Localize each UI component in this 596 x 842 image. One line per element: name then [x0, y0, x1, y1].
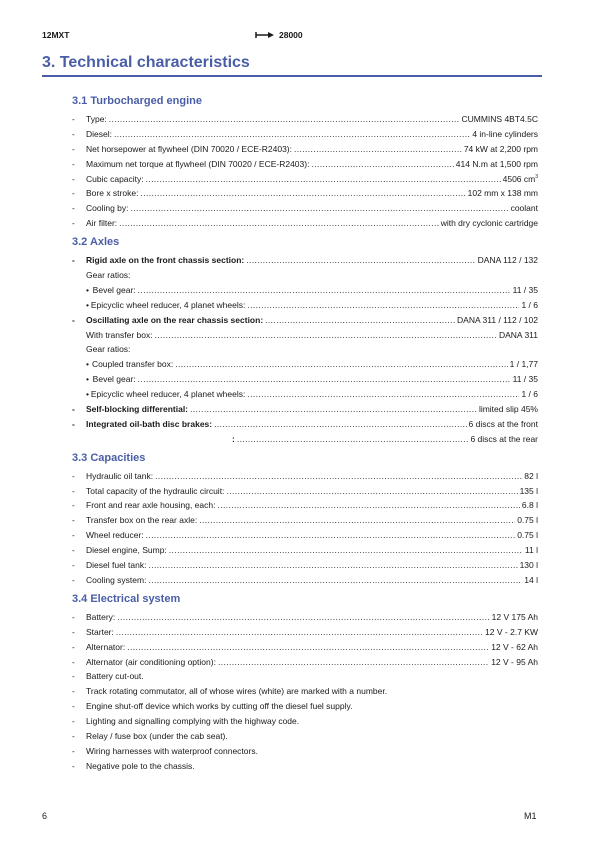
item-label: Starter:	[86, 626, 114, 637]
item-value: DANA 311 / 112 / 102	[457, 314, 538, 325]
list-item: - Starter: ..... 12 V - 2.7 KW	[72, 625, 538, 640]
header-serial-group	[255, 30, 303, 40]
page-number: 6	[42, 811, 48, 821]
item-label: Diesel:	[86, 128, 112, 139]
item-label: Type:	[86, 114, 107, 124]
item-label: Epicyclic wheel reducer, 4 planet wheels:	[90, 389, 246, 400]
section-title-axles: 3.2 Axles	[72, 236, 120, 249]
item-value: 12 V - 2.7 KW	[485, 626, 538, 637]
list-item: - Hydraulic oil tank: ..... 82 l	[72, 469, 538, 484]
bullet-icon: •	[86, 299, 89, 310]
bullet-icon: •	[86, 359, 89, 370]
note-text: Wiring harnesses with waterproof connectors.	[86, 745, 258, 756]
item-label: Gear ratios:	[86, 344, 131, 355]
item-label: Cubic capacity:	[86, 173, 144, 184]
item-label: Gear ratios:	[86, 270, 131, 281]
item-value: 11 / 35	[512, 374, 538, 385]
item-label: Alternator:	[86, 641, 126, 652]
section-title-capacities: 3.3 Capacities	[72, 451, 146, 464]
item-value: 4 in-line cylinders	[472, 128, 538, 139]
note-text: Battery cut-out.	[86, 671, 144, 682]
item-label: Cooling by:	[86, 203, 129, 214]
item-value: 1 / 1,77	[509, 359, 538, 370]
item-value: coolant	[510, 203, 538, 214]
item-label: With transfer box:	[86, 329, 153, 340]
item-value: 11 / 35	[512, 284, 538, 295]
list-item: - Engine shut-off device which works by cutting off the diesel fuel supply.	[72, 699, 538, 714]
list-item: - Wiring harnesses with waterproof connectors.	[72, 744, 538, 759]
item-label: Coupled transfer box:	[91, 359, 174, 370]
list-item: - Wheel reducer: ..... 0.75 l	[72, 528, 538, 543]
list-item: - Type: ..... CUMMINS 4BT4.5C	[72, 112, 538, 127]
list-item	[72, 268, 538, 283]
item-value: 130 l	[519, 560, 538, 571]
item-value: CUMMINS 4BT4.5C	[461, 114, 538, 124]
header-model: 12MXT	[42, 30, 70, 40]
item-label: Air filter:	[86, 218, 118, 229]
list-item	[72, 387, 538, 402]
engine-list	[72, 112, 538, 231]
list-item: - Front and rear axle housing, each: ..... 6.8 l	[72, 498, 538, 513]
item-label: Transfer box on the rear axle:	[86, 515, 198, 526]
item-value: 135 l	[519, 485, 538, 496]
bullet-icon: •	[86, 389, 89, 400]
list-item: - Diesel: ..... 4 in-line cylinders	[72, 127, 538, 142]
item-label: Integrated oil-bath disc brakes:	[86, 418, 213, 429]
item-value: DANA 311	[498, 329, 538, 340]
content	[72, 94, 538, 774]
section-title-electrical: 3.4 Electrical system	[72, 592, 181, 605]
list-item: - Battery cut-out.	[72, 669, 538, 684]
item-label: Total capacity of the hydraulic circuit:	[86, 485, 225, 496]
axles-list	[72, 253, 538, 447]
note-text: Lighting and signalling complying with the highway code.	[86, 716, 300, 727]
item-value: limited slip 45%	[478, 404, 538, 415]
item-label: :	[232, 433, 235, 444]
item-value: 1 / 6	[521, 389, 538, 400]
note-text: Negative pole to the chassis.	[86, 760, 195, 771]
list-item: - Track rotating commutator, all of whose wires (white) are marked with a number.	[72, 684, 538, 699]
item-value: 4506 cm	[502, 173, 536, 184]
note-text: Track rotating commutator, all of whose wires (white) are marked with a number.	[86, 686, 388, 697]
list-item: - Alternator: ..... 12 V - 62 Ah	[72, 640, 538, 655]
item-label: Maximum net torque at flywheel (DIN 70020 / ECE-R2403):	[86, 158, 310, 169]
list-item: - Alternator (air conditioning option): ..... 12 V - 95 Ah	[72, 655, 538, 670]
item-label: Alternator (air conditioning option):	[86, 656, 216, 667]
electrical-list	[72, 610, 538, 774]
item-value: 6 discs at the rear	[470, 433, 538, 444]
item-value: 414 N.m at 1,500 rpm	[455, 158, 538, 169]
item-value: DANA 112 / 132	[477, 255, 538, 266]
list-item: - Negative pole to the chassis.	[72, 759, 538, 774]
item-value: 1 / 6	[521, 299, 538, 310]
list-item	[72, 372, 538, 387]
list-item: - Diesel fuel tank: ..... 130 l	[72, 558, 538, 573]
list-item: - Bore x stroke: ..... 102 mm x 138 mm	[72, 186, 538, 201]
item-value: 0.75 l	[517, 515, 538, 526]
list-item: - Maximum net torque at flywheel (DIN 70020 / ECE-R2403): ..... 414 N.m at 1,500 rpm	[72, 157, 538, 172]
item-label: Hydraulic oil tank:	[86, 470, 154, 481]
list-item: - Relay / fuse box (under the cab seat).	[72, 729, 538, 744]
list-item	[72, 432, 538, 447]
list-item	[72, 357, 538, 372]
item-label: Diesel engine, Sump:	[86, 545, 167, 556]
item-label: Oscillating axle on the rear chassis section:	[86, 314, 264, 325]
item-label: Rigid axle on the front chassis section:	[86, 255, 245, 266]
list-item: - Total capacity of the hydraulic circuit: ..... 135 l	[72, 484, 538, 499]
note-text: Relay / fuse box (under the cab seat).	[86, 730, 228, 741]
item-label: Wheel reducer:	[86, 530, 144, 541]
item-value: 12 V - 95 Ah	[491, 656, 538, 667]
item-label: Bevel gear:	[92, 374, 136, 385]
item-value: 14 l	[524, 574, 538, 585]
item-label: Diesel fuel tank:	[86, 560, 147, 571]
list-item: - Air filter: ..... with dry cyclonic cartridge	[72, 216, 538, 231]
list-item: - Rigid axle on the front chassis section: ..... DANA 112 / 132	[72, 253, 538, 268]
section-title-engine: 3.1 Turbocharged engine	[72, 95, 202, 107]
list-item	[72, 328, 538, 343]
item-value: 6 discs at the front	[468, 418, 538, 429]
page-title: 3. Technical characteristics	[42, 54, 542, 77]
item-label: Cooling system:	[86, 574, 147, 585]
note-text: Engine shut-off device which works by cutting off the diesel fuel supply.	[86, 701, 353, 712]
item-value: 6.8 l	[521, 500, 538, 511]
item-label: Bevel gear:	[92, 284, 136, 295]
item-superscript: 3	[535, 173, 538, 180]
list-item: - Cooling system: ..... 14 l	[72, 573, 538, 588]
arrow-right-icon	[255, 31, 275, 39]
item-value: 102 mm x 138 mm	[467, 188, 538, 199]
item-label: Net horsepower at flywheel (DIN 70020 / ECE-R2403):	[86, 143, 292, 154]
bullet-icon: •	[86, 284, 89, 295]
item-value: 82 l	[524, 470, 538, 481]
list-item: - Cubic capacity: ..... 4506 $cm^3$	[72, 172, 538, 187]
capacities-list	[72, 469, 538, 588]
list-item	[72, 298, 538, 313]
footer-code: M1	[524, 811, 537, 821]
list-item	[72, 342, 538, 357]
list-item: - Oscillating axle on the rear chassis section: ..... DANA 311 / 112 / 102	[72, 313, 538, 328]
list-item: - Lighting and signalling complying with the highway code.	[72, 714, 538, 729]
header-serial: 28000	[279, 30, 303, 40]
item-value: with dry cyclonic cartridge	[440, 218, 538, 229]
item-label: Front and rear axle housing, each:	[86, 500, 216, 511]
list-item	[72, 283, 538, 298]
item-value: 12 V - 62 Ah	[491, 641, 538, 652]
item-value: 11 l	[524, 545, 538, 556]
list-item: - Self-blocking differential: ..... limited slip 45%	[72, 402, 538, 417]
list-item: - Battery: ..... 12 V 175 Ah	[72, 610, 538, 625]
item-label: Self-blocking differential:	[86, 404, 189, 415]
bullet-icon: •	[86, 374, 89, 385]
item-label: Epicyclic wheel reducer, 4 planet wheels:	[90, 299, 246, 310]
list-item: - Diesel engine, Sump: ..... 11 l	[72, 543, 538, 558]
item-value: 12 V 175 Ah	[491, 611, 538, 622]
list-item: - Transfer box on the rear axle: ..... 0.75 l	[72, 513, 538, 528]
list-item: - Cooling by: ..... coolant	[72, 201, 538, 216]
item-label: Bore x stroke:	[86, 188, 139, 199]
list-item: - Net horsepower at flywheel (DIN 70020 / ECE-R2403): ..... 74 kW at 2,200 rpm	[72, 142, 538, 157]
item-label: Battery:	[86, 611, 116, 622]
item-value: 0.75 l	[517, 530, 538, 541]
item-value: 74 kW at 2,200 rpm	[463, 143, 538, 154]
list-item: - Integrated oil-bath disc brakes: ..... 6 discs at the front	[72, 417, 538, 432]
